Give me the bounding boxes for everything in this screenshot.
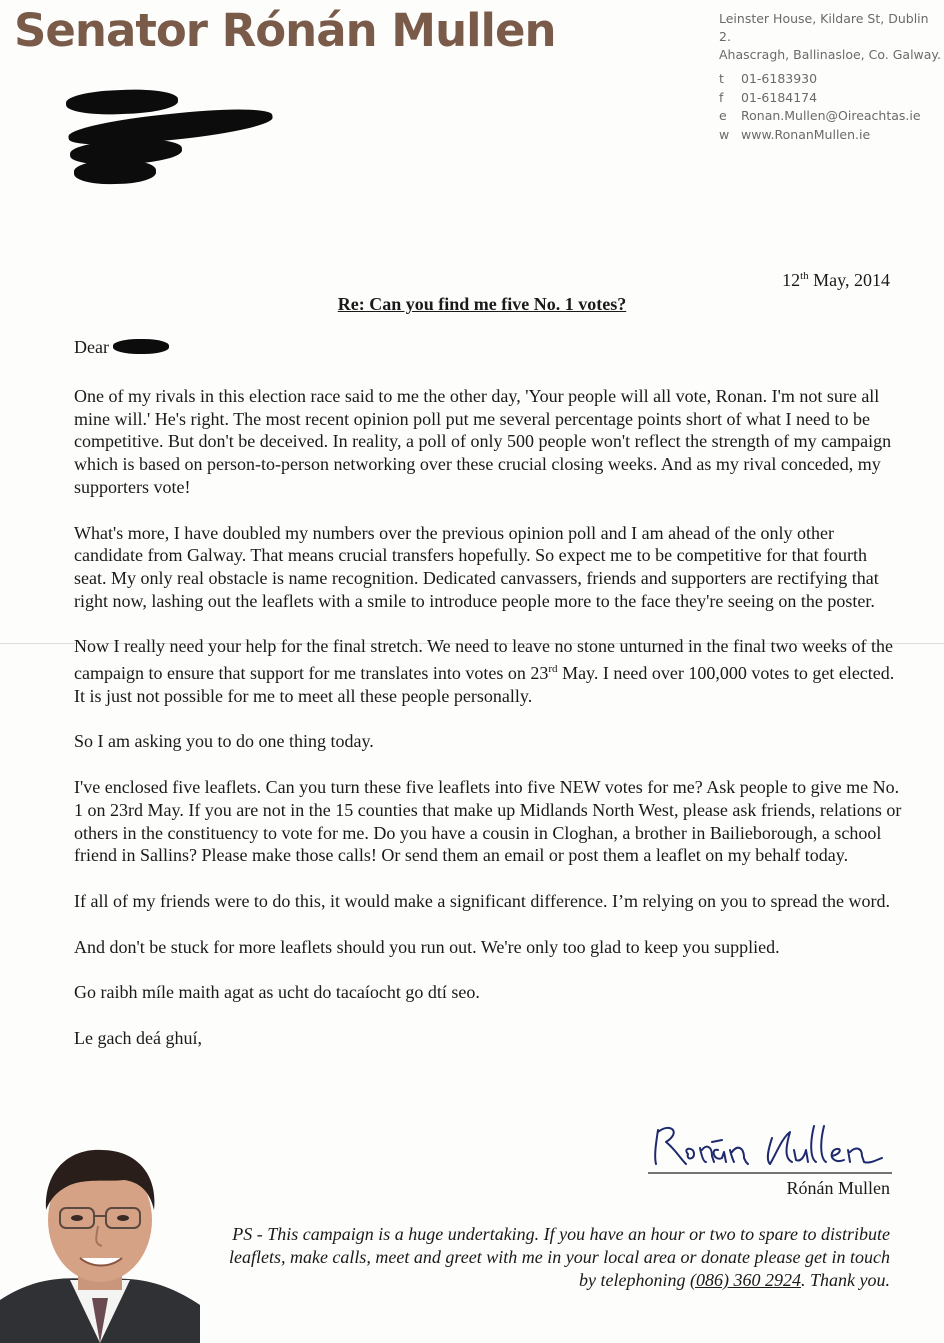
paragraph-7: And don't be stuck for more leaflets should you run out. We're only too glad to keep you supplied. xyxy=(74,936,780,957)
salutation: Dear xyxy=(74,337,169,358)
paragraph-8: Go raibh míle maith agat as ucht do tacaíocht go dtí seo. xyxy=(74,982,480,1003)
paragraph-3: Now I really need your help for the final stretch. We need to leave no stone unturned in the final two weeks of the campaign to ensure that support for me translates into votes on 23rd May. I need over 100,000 votes to get elected. It is just not possible for me to meet all these people personally. xyxy=(74,636,895,706)
letterhead-address xyxy=(719,10,944,64)
paragraph-4: So I am asking you to do one thing today. xyxy=(74,731,374,752)
contact-fax: f 01-6184174 xyxy=(719,89,818,105)
closing-line: Le gach deá ghuí, xyxy=(74,1028,202,1049)
letter-subject: Re: Can you find me five No. 1 votes? xyxy=(337,294,627,314)
paragraph-2: What's more, I have doubled my numbers over the previous opinion poll and I am ahead of the only other candidate from Galway. That means crucial transfers hopefully. So expect me to be competitive for that fourth seat. My only real obstacle is name recognition. Dedicated canvassers, friends and supporters are rectifying that right now, lashing out the leaflets with a smile to introduce people more to the face they're seeing on the poster. xyxy=(74,522,879,611)
letter-body xyxy=(74,385,904,1073)
contact-email: e Ronan.Mullen@Oireachtas.ie xyxy=(719,108,921,123)
handwritten-signature xyxy=(648,1118,892,1176)
senator-portrait-photo xyxy=(0,1130,200,1343)
paragraph-1: One of my rivals in this election race said to me the other day, 'Your people will all vote, Ronan. I'm not sure all mine will.' He's right. The most recent opinion poll put me several percentage points short of what I need to be competitive. But don't be deceived. In reality, a poll of only 500 people won't reflect the strength of my campaign which is based on person-to-person networking over these crucial closing weeks. And as my rival conceded, my supporters vote! xyxy=(74,386,892,497)
address-line-2: Ahascragh, Ballinasloe, Co. Galway. xyxy=(719,47,942,62)
contact-details xyxy=(719,70,921,144)
typed-signature-name: Rónán Mullen xyxy=(786,1178,890,1198)
paragraph-6: If all of my friends were to do this, it would make a significant difference. I’m relying on you to spread the word. xyxy=(74,890,890,911)
letter-date: 12th May, 2014 xyxy=(782,270,890,290)
paragraph-5: I've enclosed five leaflets. Can you turn these five leaflets into five NEW votes for me? Ask people to give me No. 1 on 23rd May. If you are not in the 15 counties that make up Midlands North West, please ask friends, relations or others in the constituency to vote for me. Do you have a cousin in Cloghan, a brother in Bailieborough, a school friend in Sallins? Please make those calls! Or send them an email or post them a leaflet on my behalf today. xyxy=(74,777,902,866)
contact-telephone: t 01-6183930 xyxy=(719,71,818,86)
postscript: PS - This campaign is a huge undertaking. If you have an hour or two to spare to distribute leaflets, make calls, meet and greet with me in your local area or donate please get in touch by telephoning (086) 360 2924. Thank you. xyxy=(228,1224,890,1290)
phone-number: (086) 360 2924 xyxy=(690,1269,801,1290)
address-line-1: Leinster House, Kildare St, Dublin 2. xyxy=(719,11,929,44)
letterhead-title: Senator Rónán Mullen xyxy=(14,4,556,57)
contact-website: w www.RonanMullen.ie xyxy=(719,126,871,142)
redacted-recipient-name xyxy=(113,339,169,354)
